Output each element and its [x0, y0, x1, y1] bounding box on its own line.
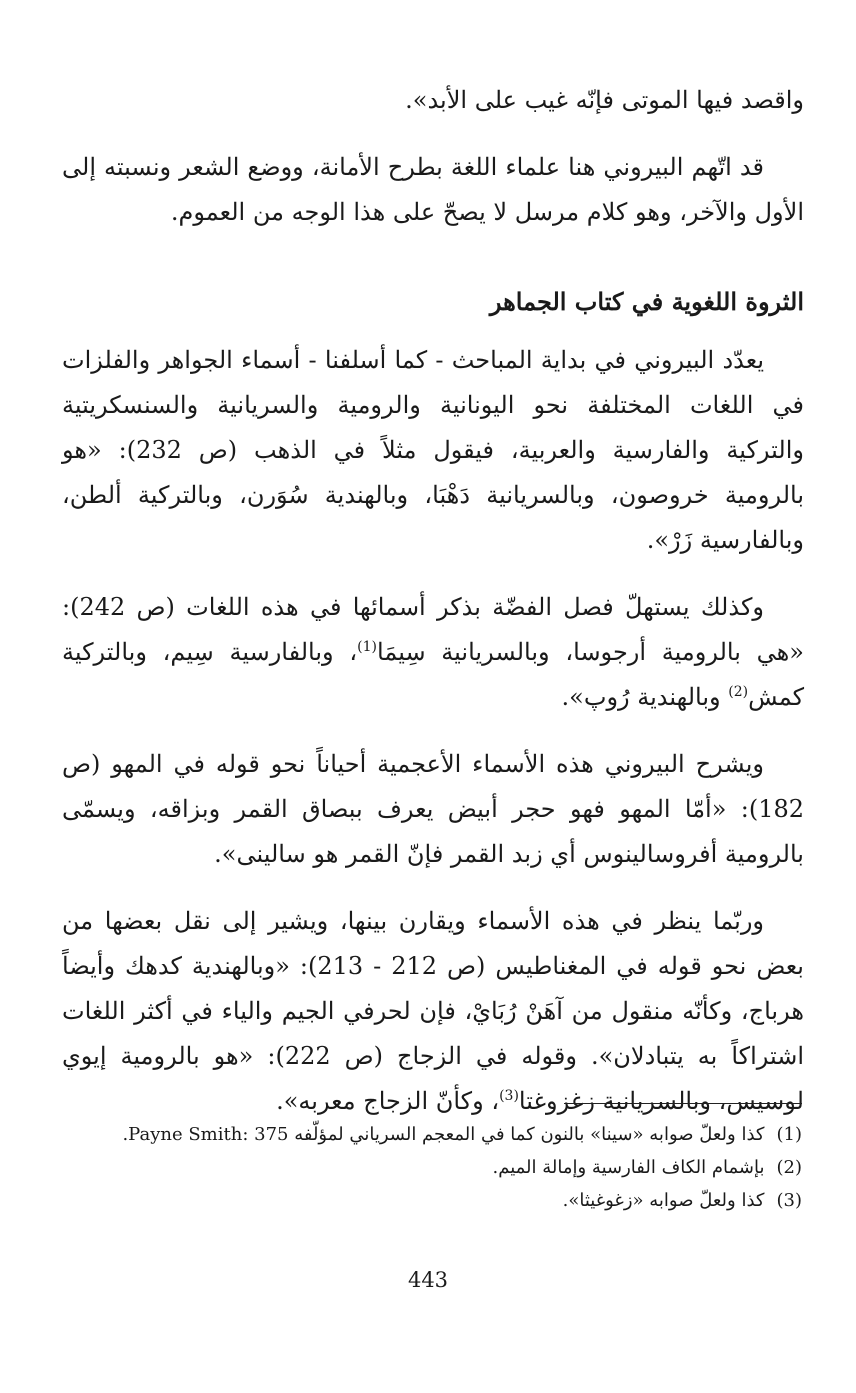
paragraph-4-part-b: ، وبالفارسية سِيم، وبالتركية كمش	[62, 638, 804, 711]
footnote-2	[62, 1151, 802, 1184]
paragraph-3: يعدّد البيروني في بداية المباحث - كما أسلفنا - أسماء الجواهر والفلزات في اللغات المختلفة نحو اليونانية والرومية والسريانية والسنسكريتية والتركية والفارسية والعربية، فيقول مثلاً في الذهب (ص 232): «هو بالرومية خروصون، وبالسريانية دَهْبَا، وبالهندية سُوَرن، وبالتركية ألطن، وبالفارسية زَرْ».	[62, 346, 804, 554]
footnote-number: (1)	[776, 1124, 802, 1145]
paragraph-6-part-a: وربّما ينظر في هذه الأسماء ويقارن بينها، ويشير إلى نقل بعضها من بعض نحو قوله في المغناطيس (ص 212 - 213): «وبالهندية كدهك وأيضاً هرباج، وكأنّه منقول من آهَنْ رُبَايْ، فإن لحرفي الجيم والياء في أكثر اللغات اشتراكاً به يتبادلان». وقوله في الزجاج (ص 222): «هو بالرومية إيوي لوسيس، وبالسريانية زغزوغتا	[62, 907, 804, 1115]
footnote-text: كذا ولعلّ صوابه «سينا» بالنون كما في المعجم السرياني لمؤلّفه Payne Smith: 375.	[122, 1124, 765, 1145]
footnote-number: (3)	[776, 1190, 802, 1211]
page-body	[62, 78, 804, 1146]
footnote-reference-2: (2)	[728, 684, 749, 700]
section-title: الثروة اللغوية في كتاب الجماهر	[489, 287, 804, 316]
paragraph-4-part-c: وبالهندية رُوپ».	[561, 683, 729, 711]
footnote-reference-1: (1)	[357, 639, 378, 655]
page-number: 443	[407, 1268, 449, 1292]
paragraph-6	[62, 899, 804, 1124]
footnote-1	[62, 1118, 802, 1151]
paragraph-1: واقصد فيها الموتى فإنّه غيب على الأبد».	[405, 86, 804, 114]
paragraph-4-part-a: وكذلك يستهلّ فصل الفضّة بذكر أسمائها في هذه اللغات (ص 242): «هي بالرومية أرجوسا، وبالسريانية سِيمَا	[62, 593, 804, 666]
paragraph-4	[62, 585, 804, 720]
footnote-number: (2)	[776, 1157, 802, 1178]
footnotes	[62, 1118, 802, 1217]
paragraph-5: ويشرح البيروني هذه الأسماء الأعجمية أحياناً نحو قوله في المهو (ص 182): «أمّا المهو فهو حجر أبيض يعرف ببصاق القمر وبزاقه، ويسمّى بالرومية أفروسالينوس أي زبد القمر فإنّ القمر هو سالينى».	[62, 750, 804, 868]
footnote-3	[62, 1184, 802, 1217]
paragraph-2: قد اتّهم البيروني هنا علماء اللغة بطرح الأمانة، ووضع الشعر ونسبته إلى الأول والآخر، وهو كلام مرسل لا يصحّ على هذا الوجه من العموم.	[62, 153, 804, 226]
paragraph-6-part-b: ، وكأنّ الزجاج معربه».	[276, 1087, 500, 1115]
footnote-separator	[564, 1103, 802, 1104]
footnote-reference-3: (3)	[499, 1088, 519, 1104]
footnote-text: كذا ولعلّ صوابه «زغوغيثا».	[562, 1190, 765, 1211]
footnote-text: بإشمام الكاف الفارسية وإمالة الميم.	[492, 1157, 765, 1178]
